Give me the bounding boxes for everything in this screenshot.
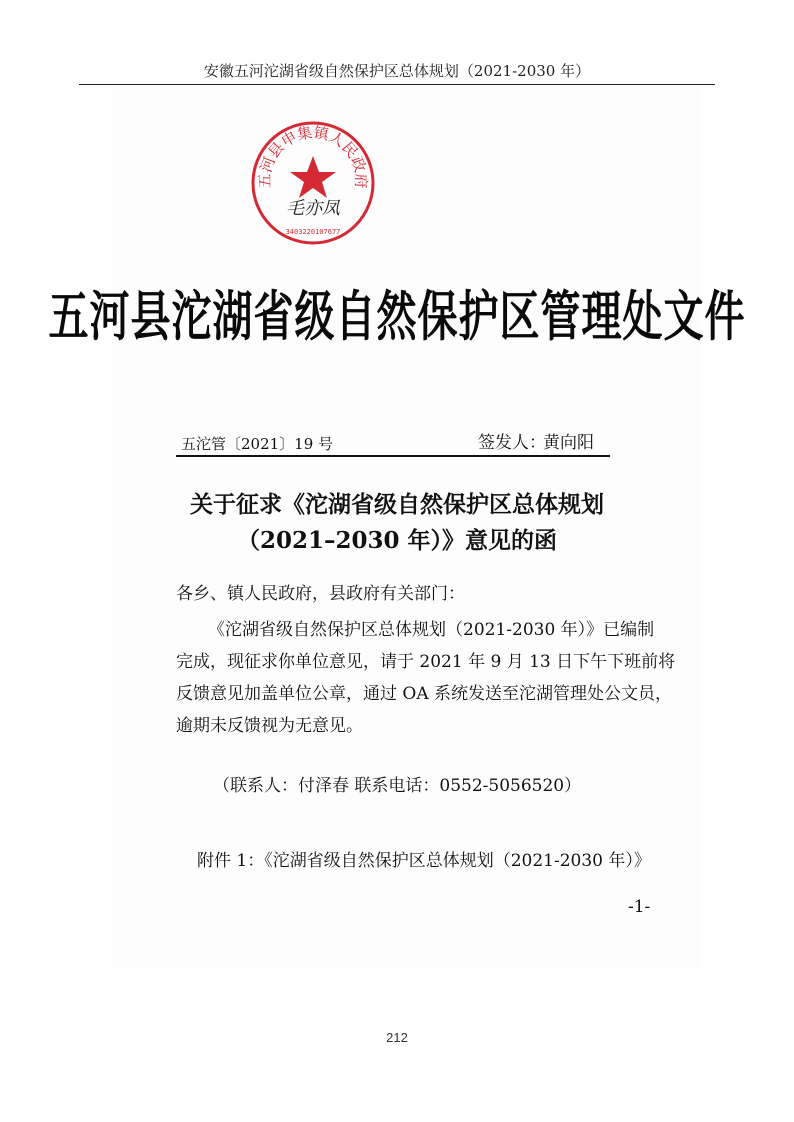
signer-name: 黄向阳 (543, 433, 594, 453)
contact-info: （联系人：付泽春 联系电话：0552-5056520） (213, 776, 582, 796)
official-seal (248, 118, 378, 248)
header-rule (79, 84, 715, 85)
paragraph-line: 完成，现征求你单位意见，请于 2021 年 9 月 13 日下午下班前将 (176, 652, 676, 672)
seal-signature: 毛亦凤 (286, 198, 340, 219)
paragraph-line: 逾期未反馈视为无意见。 (176, 716, 363, 736)
attachment-line: 附件 1：《沱湖省级自然保护区总体规划（2021-2030 年）》 (197, 851, 651, 871)
seal-code: 3403220107677 (285, 228, 341, 236)
subject-line-2: （2021–2030 年）》意见的函 (236, 527, 558, 554)
title-divider (176, 455, 610, 457)
document-page-marker: -1- (628, 897, 651, 917)
paragraph-line: 《沱湖省级自然保护区总体规划（2021-2030 年）》已编制 (208, 620, 655, 640)
document-number: 五沱管〔2021〕19 号 (181, 435, 334, 453)
paragraph-line: 反馈意见加盖单位公章，通过 OA 系统发送至沱湖管理处公文员， (176, 684, 673, 704)
signer-label: 签发人： (478, 433, 546, 453)
salutation: 各乡、镇人民政府，县政府有关部门： (176, 584, 465, 604)
seal-text: 五河县申集镇人民政府 (255, 123, 371, 189)
seal-star-icon (290, 156, 336, 198)
document-title: 五河县沱湖省级自然保护区管理处文件 (48, 286, 746, 349)
running-header: 安徽五河沱湖省级自然保护区总体规划（2021-2030 年） (203, 62, 591, 80)
page-number: 212 (386, 1030, 408, 1045)
subject-line-1: 关于征求《沱湖省级自然保护区总体规划 (190, 491, 604, 518)
